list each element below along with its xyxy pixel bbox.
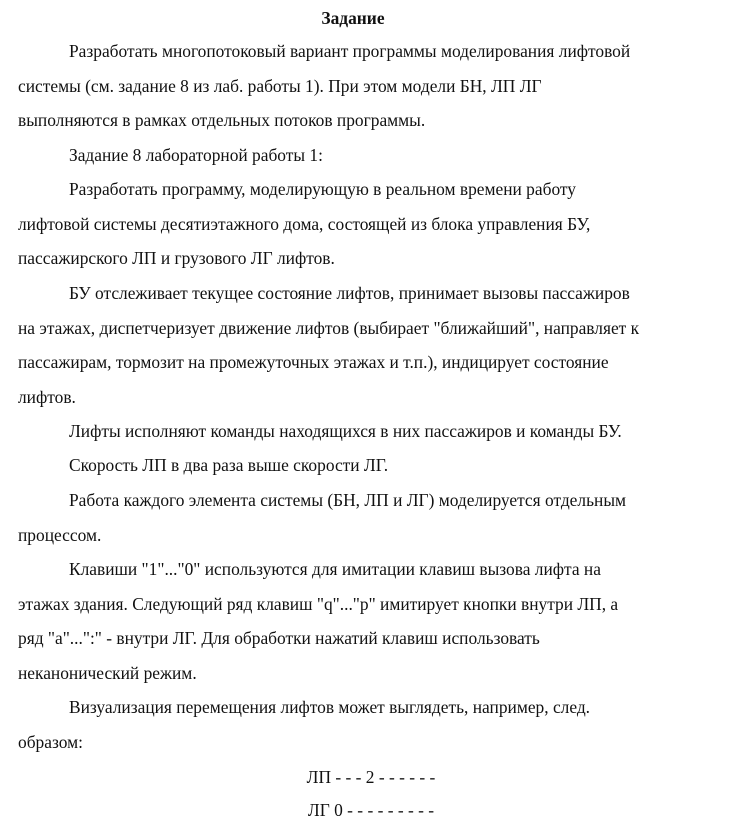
text-line: лифтовой системы десятиэтажного дома, состоящей из блока управления БУ, — [18, 213, 591, 234]
paragraph-speed — [18, 448, 738, 483]
text-line: Лифты исполняют команды находящихся в них пассажиров и команды БУ. — [69, 421, 622, 441]
paragraph-control-unit — [18, 276, 738, 414]
visualization-passenger-elevator: ЛП - - - 2 - - - - - - — [306, 767, 436, 787]
paragraph-task8-heading — [18, 138, 738, 173]
text-line: на этажах, диспетчеризует движение лифтов (выбирает "ближайший", направляет к — [18, 317, 640, 338]
text-line: Задание 8 лабораторной работы 1: — [69, 145, 323, 165]
paragraph-elevators-commands — [18, 414, 738, 449]
paragraph-task-intro — [18, 34, 738, 138]
paragraph-visualization — [18, 690, 738, 759]
text-line: Работа каждого элемента системы (БН, ЛП и ЛГ) моделируется отдельным — [69, 490, 627, 510]
text-line: Разработать программу, моделирующую в реальном времени работу — [69, 179, 576, 199]
text-line: Визуализация перемещения лифтов может выглядеть, например, след. — [69, 697, 591, 717]
text-line: пассажирам, тормозит на промежуточных этажах и т.п.), индицирует состояние — [18, 352, 609, 372]
text-line: неканонический режим. — [18, 662, 197, 683]
text-line: процессом. — [18, 524, 102, 545]
text-line: ряд "a"...":" - внутри ЛГ. Для обработки нажатий клавиш использовать — [18, 628, 540, 648]
text-line: выполняются в рамках отдельных потоков программы. — [18, 110, 426, 130]
text-line: Клавиши "1"..."0" используются для имитации клавиш вызова лифта на — [69, 559, 601, 579]
text-line: БУ отслеживает текущее состояние лифтов, принимает вызовы пассажиров — [69, 283, 630, 303]
paragraph-keys — [18, 552, 738, 690]
paragraph-task8-description — [18, 172, 738, 276]
document-title: Задание — [321, 8, 385, 28]
text-line: этажах здания. Следующий ряд клавиш "q"..."p" имитирует кнопки внутри ЛП, а — [18, 593, 619, 614]
visualization-freight-elevator: ЛГ 0 - - - - - - - - - — [307, 800, 435, 820]
text-line: лифтов. — [18, 386, 76, 407]
text-line: пассажирского ЛП и грузового ЛГ лифтов. — [18, 248, 335, 268]
paragraph-processes — [18, 483, 738, 552]
text-line: Скорость ЛП в два раза выше скорости ЛГ. — [69, 455, 389, 475]
text-line: образом: — [18, 731, 83, 752]
text-line: Разработать многопотоковый вариант программы моделирования лифтовой — [69, 41, 631, 61]
text-line: системы (см. задание 8 из лаб. работы 1). При этом модели БН, ЛП ЛГ — [18, 75, 542, 96]
